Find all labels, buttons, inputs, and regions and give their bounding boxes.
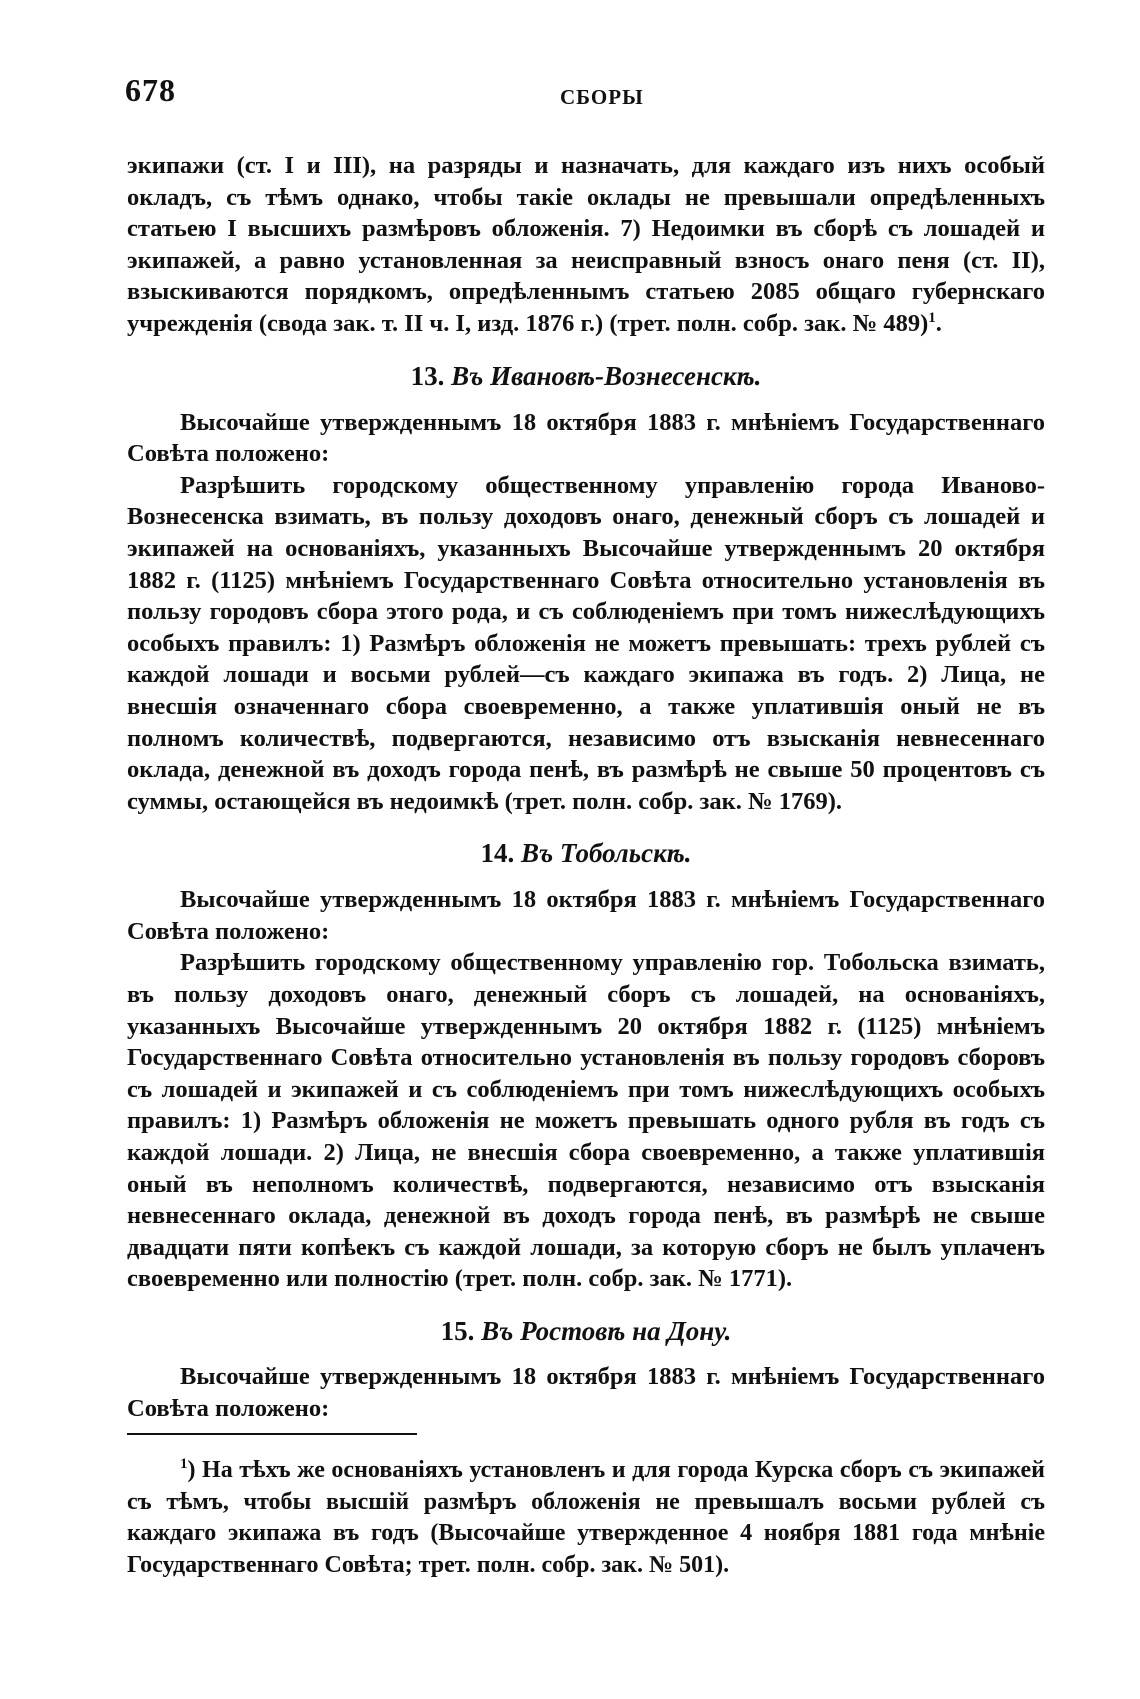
section-14-body: Разрѣшить городскому общественному управленію гор. Тобольска взимать, въ пользу доходовъ онаго, денежный сборъ съ лошадей, на основаніяхъ, указанныхъ Высочайше утвержденнымъ 20 октября 1882 г. (1125) мнѣніемъ Государственнаго Совѣта относительно установленія въ пользу городовъ сборовъ съ лошадей и экипажей и съ соблюденіемъ при томъ нижеслѣдующихъ особыхъ правилъ: 1) Размѣръ обложенія не можетъ превышать одного рубля въ годъ съ каждой лошади. 2) Лица, не внесшія сбора своевременно, а также уплатившія оный въ неполномъ количествѣ, подвергаются, независимо отъ взысканія невнесеннаго оклада, денежной въ доходъ города пенѣ, въ размѣрѣ не свыше двадцати пяти копѣекъ съ каждой лошади, за которую сборъ не былъ уплаченъ своевременно или полностію (трет. полн. собр. зак. № 1771).	[127, 949, 1045, 1293]
section-14-opening: Высочайше утвержденнымъ 18 октября 1883 г. мнѣніемъ Государственнаго Совѣта положено:	[127, 886, 1045, 945]
section-13-number: 13.	[410, 360, 445, 391]
intro-paragraph-text: экипажи (ст. I и III), на разряды и назначать, для каждаго изъ нихъ особый окладъ, съ тѣмъ однако, чтобы такіе оклады не превышали опредѣленныхъ статьею I высшихъ размѣровъ обложенія. 7) Недоимки въ сборѣ съ лошадей и экипажей, а равно установленная за неисправный взносъ онаго пеня (ст. II), взыскиваются порядкомъ, опредѣленнымъ статьею 2085 общаго губернскаго учрежденія (свода зак. т. II ч. I, изд. 1876 г.) (трет. полн. собр. зак. № 489)	[127, 152, 1045, 337]
running-head: СБОРЫ	[560, 85, 644, 109]
intro-paragraph-end: .	[935, 309, 942, 337]
section-14-number: 14.	[480, 838, 515, 869]
section-13-title: Въ Ивановѣ-Вознесенскѣ.	[451, 360, 762, 391]
footnote-paragraph	[127, 1455, 1045, 1581]
section-13-heading	[127, 359, 1045, 393]
section-13-body: Разрѣшить городскому общественному управленію города Иваново-Вознесенска взимать, въ пользу доходовъ онаго, денежный сборъ съ лошадей и экипажей на основаніяхъ, указанныхъ Высочайше утвержденнымъ 20 октября 1882 г. (1125) мнѣніемъ Государственнаго Совѣта относительно установленія въ пользу городовъ сбора этого рода, и съ соблюденіемъ при томъ нижеслѣдующихъ особыхъ правилъ: 1) Размѣръ обложенія не можетъ превышать: трехъ рублей съ каждой лошади и восьми рублей—съ каждаго экипажа въ годъ. 2) Лица, не внесшія означеннаго сбора своевременно, а также уплатившія оный не въ полномъ количествѣ, подвергаются, независимо отъ взысканія невнесеннаго оклада, денежной въ доходъ города пенѣ, въ размѣрѣ не свыше 50 процентовъ съ суммы, остающейся въ недоимкѣ (трет. полн. собр. зак. № 1769).	[127, 471, 1045, 815]
section-14-heading	[127, 836, 1045, 870]
intro-paragraph	[127, 150, 1045, 340]
section-14-title: Въ Тобольскѣ.	[520, 838, 692, 869]
section-15-number: 15.	[440, 1316, 475, 1346]
footnote	[127, 1455, 1045, 1581]
section-15-title: Въ Ростовѣ на Дону.	[481, 1316, 732, 1346]
footnote-marker: 1	[180, 1456, 188, 1473]
footnote-reference: 1	[928, 309, 936, 326]
section-13-opening: Высочайше утвержденнымъ 18 октября 1883 г. мнѣніемъ Государственнаго Совѣта положено:	[127, 408, 1045, 468]
footnote-text: ) На тѣхъ же основаніяхъ установленъ и для города Курска сборъ съ экипажей съ тѣмъ, чтобы высшій размѣръ обложенія не превышалъ восьми рублей съ каждаго экипажа въ годъ (Высочайше утвержденное 4 ноября 1881 года мнѣніе Государственнаго Совѣта; трет. полн. собр. зак. № 501).	[127, 1457, 1045, 1578]
page-content	[127, 150, 1045, 1582]
section-15-opening: Высочайше утвержденнымъ 18 октября 1883 г. мнѣніемъ Государственнаго Совѣта положено:	[127, 1363, 1045, 1422]
page-number: 678	[125, 72, 176, 108]
footnote-divider	[127, 1433, 417, 1435]
section-15-heading	[127, 1314, 1045, 1348]
